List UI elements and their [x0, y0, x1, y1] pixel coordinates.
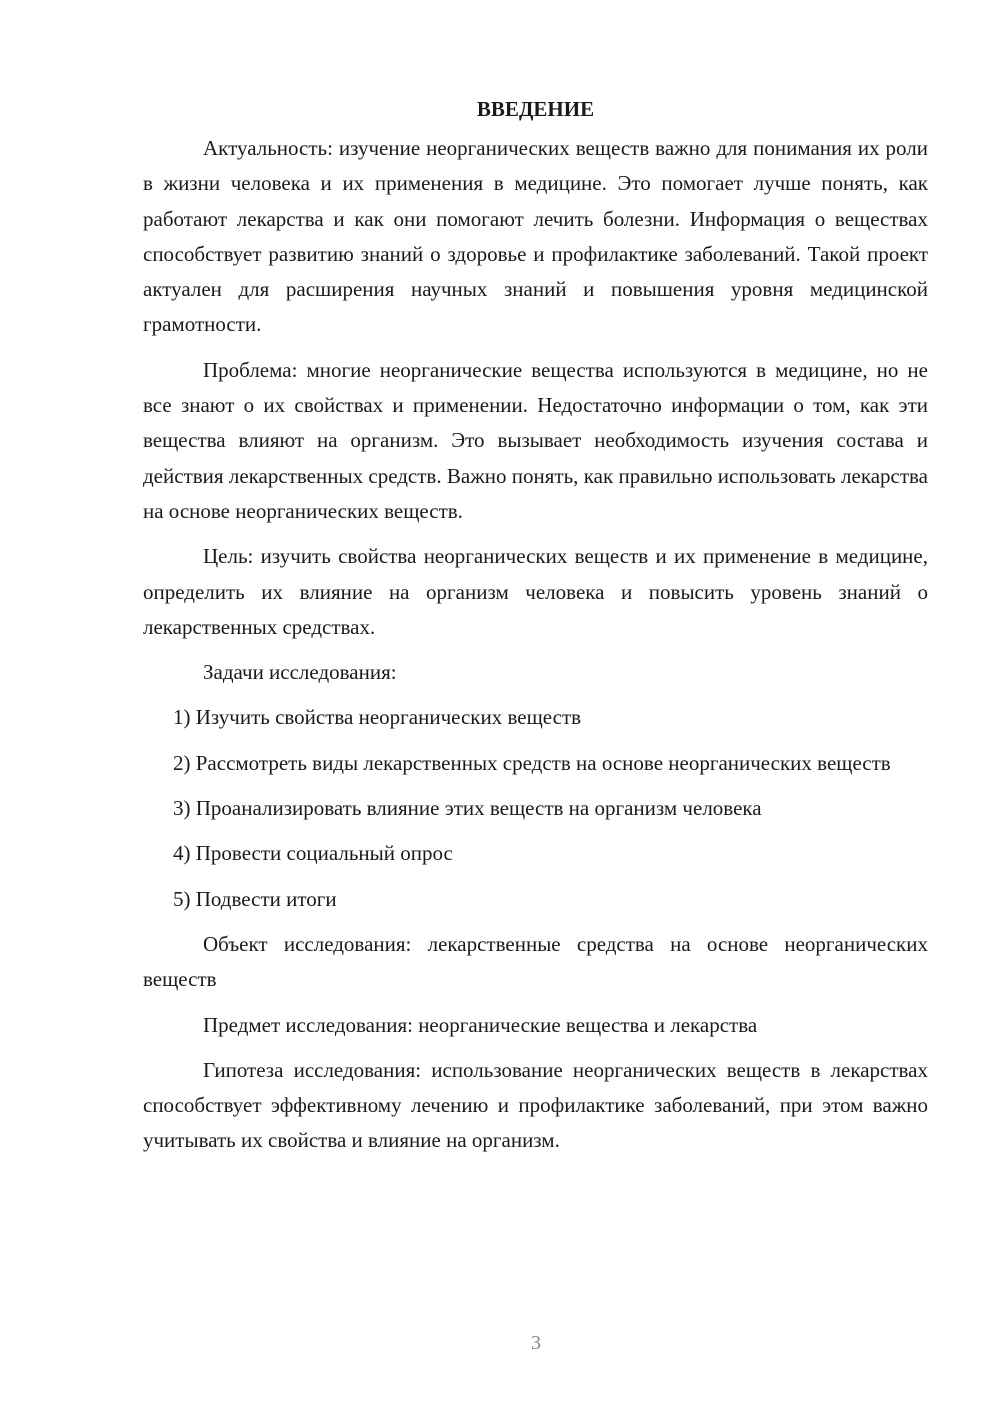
- task-item-5: 5) Подвести итоги: [173, 886, 337, 911]
- tasks-heading: Задачи исследования:: [203, 660, 397, 685]
- relevance-paragraph: Актуальность: изучение неорганических веществ важно для понимания их роли в жизни человека и их применения в медицине. Это помогает лучше понять, как работают лекарства и как они помогают лечить болезни. Информация о веществах способствует развитию знаний о здоровье и профилактике заболеваний. Такой проект актуален для расширения научных знаний и повышения уровня медицинской грамотности.: [143, 136, 928, 337]
- task-item-3: 3) Проанализировать влияние этих веществ на организм человека: [173, 796, 762, 821]
- task-item-2: 2) Рассмотреть виды лекарственных средств на основе неорганических веществ: [173, 750, 891, 775]
- task-item-4: 4) Провести социальный опрос: [173, 841, 453, 866]
- section-title: ВВЕДЕНИЕ: [476, 97, 595, 121]
- task-item-1: 1) Изучить свойства неорганических веществ: [173, 705, 582, 730]
- subject-paragraph: Предмет исследования: неорганические вещества и лекарства: [203, 1012, 758, 1037]
- document-page: [143, 92, 928, 1169]
- problem-paragraph: Проблема: многие неорганические вещества используются в медицине, но не все знают о их свойствах и применении. Недостаточно информации о том, как эти вещества влияют на организм. Это вызывает необходимость изучения состава и действия лекарственных средств. Важно понять, как правильно использовать лекарства на основе неорганических веществ.: [143, 357, 928, 523]
- page-number: 3: [531, 1332, 541, 1354]
- hypothesis-paragraph: Гипотеза исследования: использование неорганических веществ в лекарствах способствует эффективному лечению и профилактике заболеваний, при этом важно учитывать их свойства и влияние на организм.: [143, 1057, 928, 1153]
- goal-paragraph: Цель: изучить свойства неорганических веществ и их применение в медицине, определить их влияние на организм человека и повысить уровень знаний о лекарственных средствах.: [143, 544, 928, 639]
- object-paragraph: Объект исследования: лекарственные средства на основе неорганических веществ: [143, 931, 928, 992]
